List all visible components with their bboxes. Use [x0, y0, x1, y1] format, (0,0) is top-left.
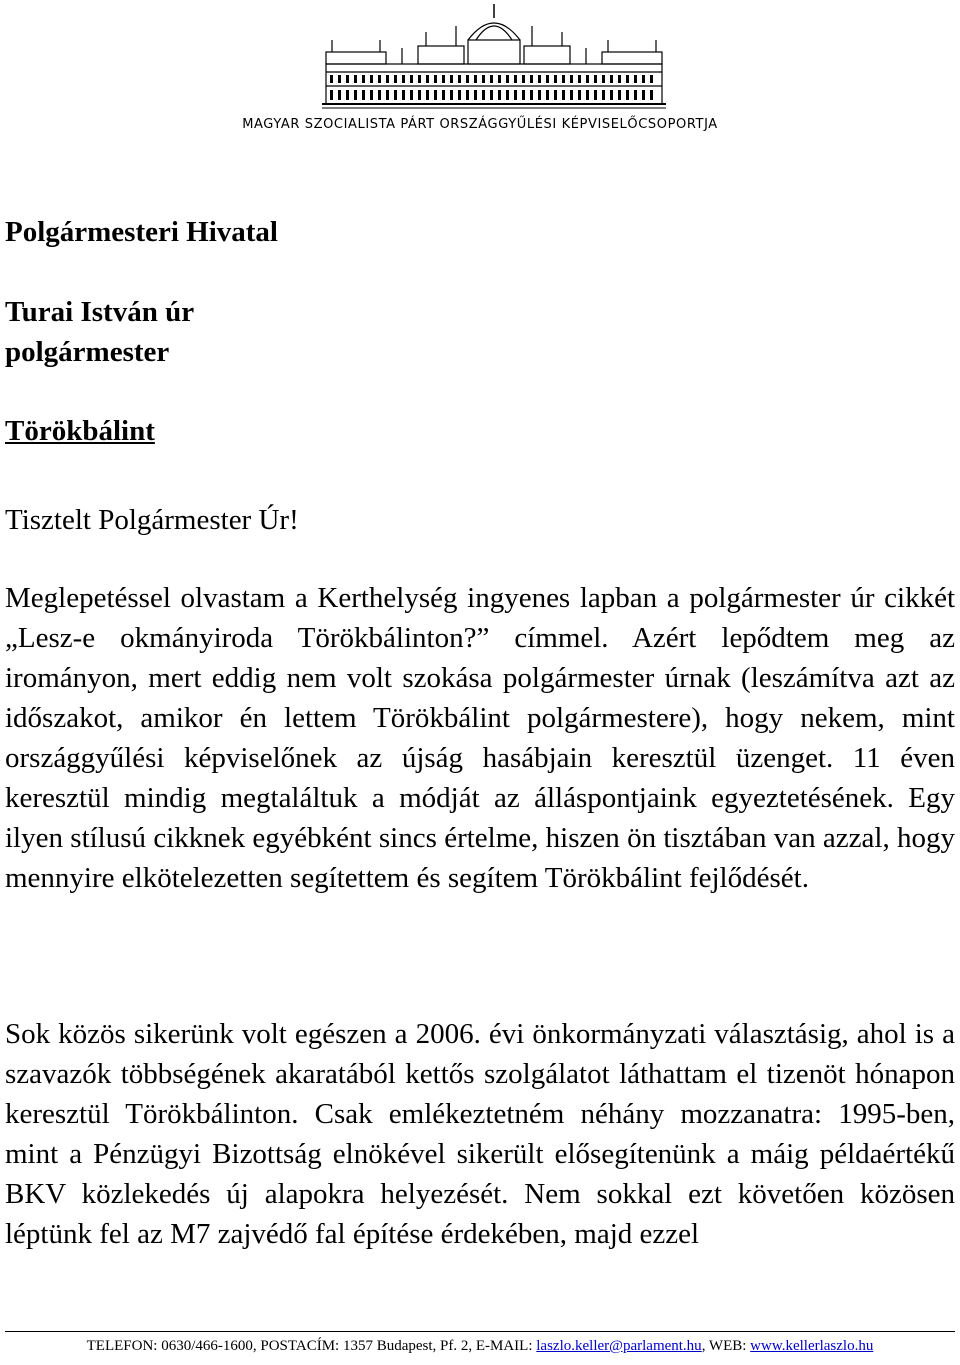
parliament-building-icon — [318, 4, 670, 110]
footer-email-link[interactable]: laszlo.keller@parlament.hu — [536, 1338, 702, 1354]
recipient-office: Polgármesteri Hivatal — [5, 216, 278, 248]
footer-web-link[interactable]: www.kellerlaszlo.hu — [750, 1338, 874, 1354]
footer-separator: , WEB: — [701, 1338, 751, 1354]
salutation: Tisztelt Polgármester Úr! — [5, 504, 299, 536]
recipient-town: Törökbálint — [5, 415, 155, 447]
recipient-title: polgármester — [5, 336, 170, 368]
footer-contact — [0, 1335, 960, 1357]
footer-divider — [5, 1331, 955, 1332]
recipient-block — [5, 292, 194, 372]
body-paragraph-2: Sok közös sikerünk volt egészen a 2006. évi önkormányzati választásig, ahol is a szavazók többségének akaratából kettős szolgálatot láthattam el tizenöt hónapon keresztül Törökbálinton. Csak emlékeztetném néhány mozzanatra: 1995-ben, mint a Pénzügyi Bizottság elnökével sikerült elősegítenünk a máig példaértékű BKV közlekedés új alapokra helyezését. Nem sokkal ezt követően közösen léptünk fel az M7 zajvédő fal építése érdekében, majd ezzel — [5, 1018, 955, 1250]
recipient-name: Turai István úr — [5, 296, 195, 328]
letterhead-organization: MAGYAR SZOCIALISTA PÁRT ORSZÁGGYŰLÉSI KÉPVISELŐCSOPORTJA — [242, 117, 718, 132]
footer-contact-text: TELEFON: 0630/466-1600, POSTACÍM: 1357 Budapest, Pf. 2, E-MAIL: — [86, 1338, 537, 1354]
parliament-logo — [318, 4, 670, 110]
body-paragraph-1: Meglepetéssel olvastam a Kerthelység ingyenes lapban a polgármester úr cikkét „Lesz-e okmányiroda Törökbálinton?” címmel. Azért lepődtem meg az irományon, mert eddig nem volt szokása polgármester úrnak (leszámítva azt az időszakot, amikor én lettem Törökbálint polgármestere), hogy nekem, mint országgyűlési képviselőnek az újság hasábjain keresztül üzenget. 11 éven keresztül mindig megtaláltuk a módját az álláspontjaink egyeztetésének. Egy ilyen stílusú cikknek egyébként sincs értelme, hiszen ön tisztában van azzal, hogy mennyire elkötelezetten segítettem és segítem Törökbálint fejlődését. — [5, 582, 955, 894]
